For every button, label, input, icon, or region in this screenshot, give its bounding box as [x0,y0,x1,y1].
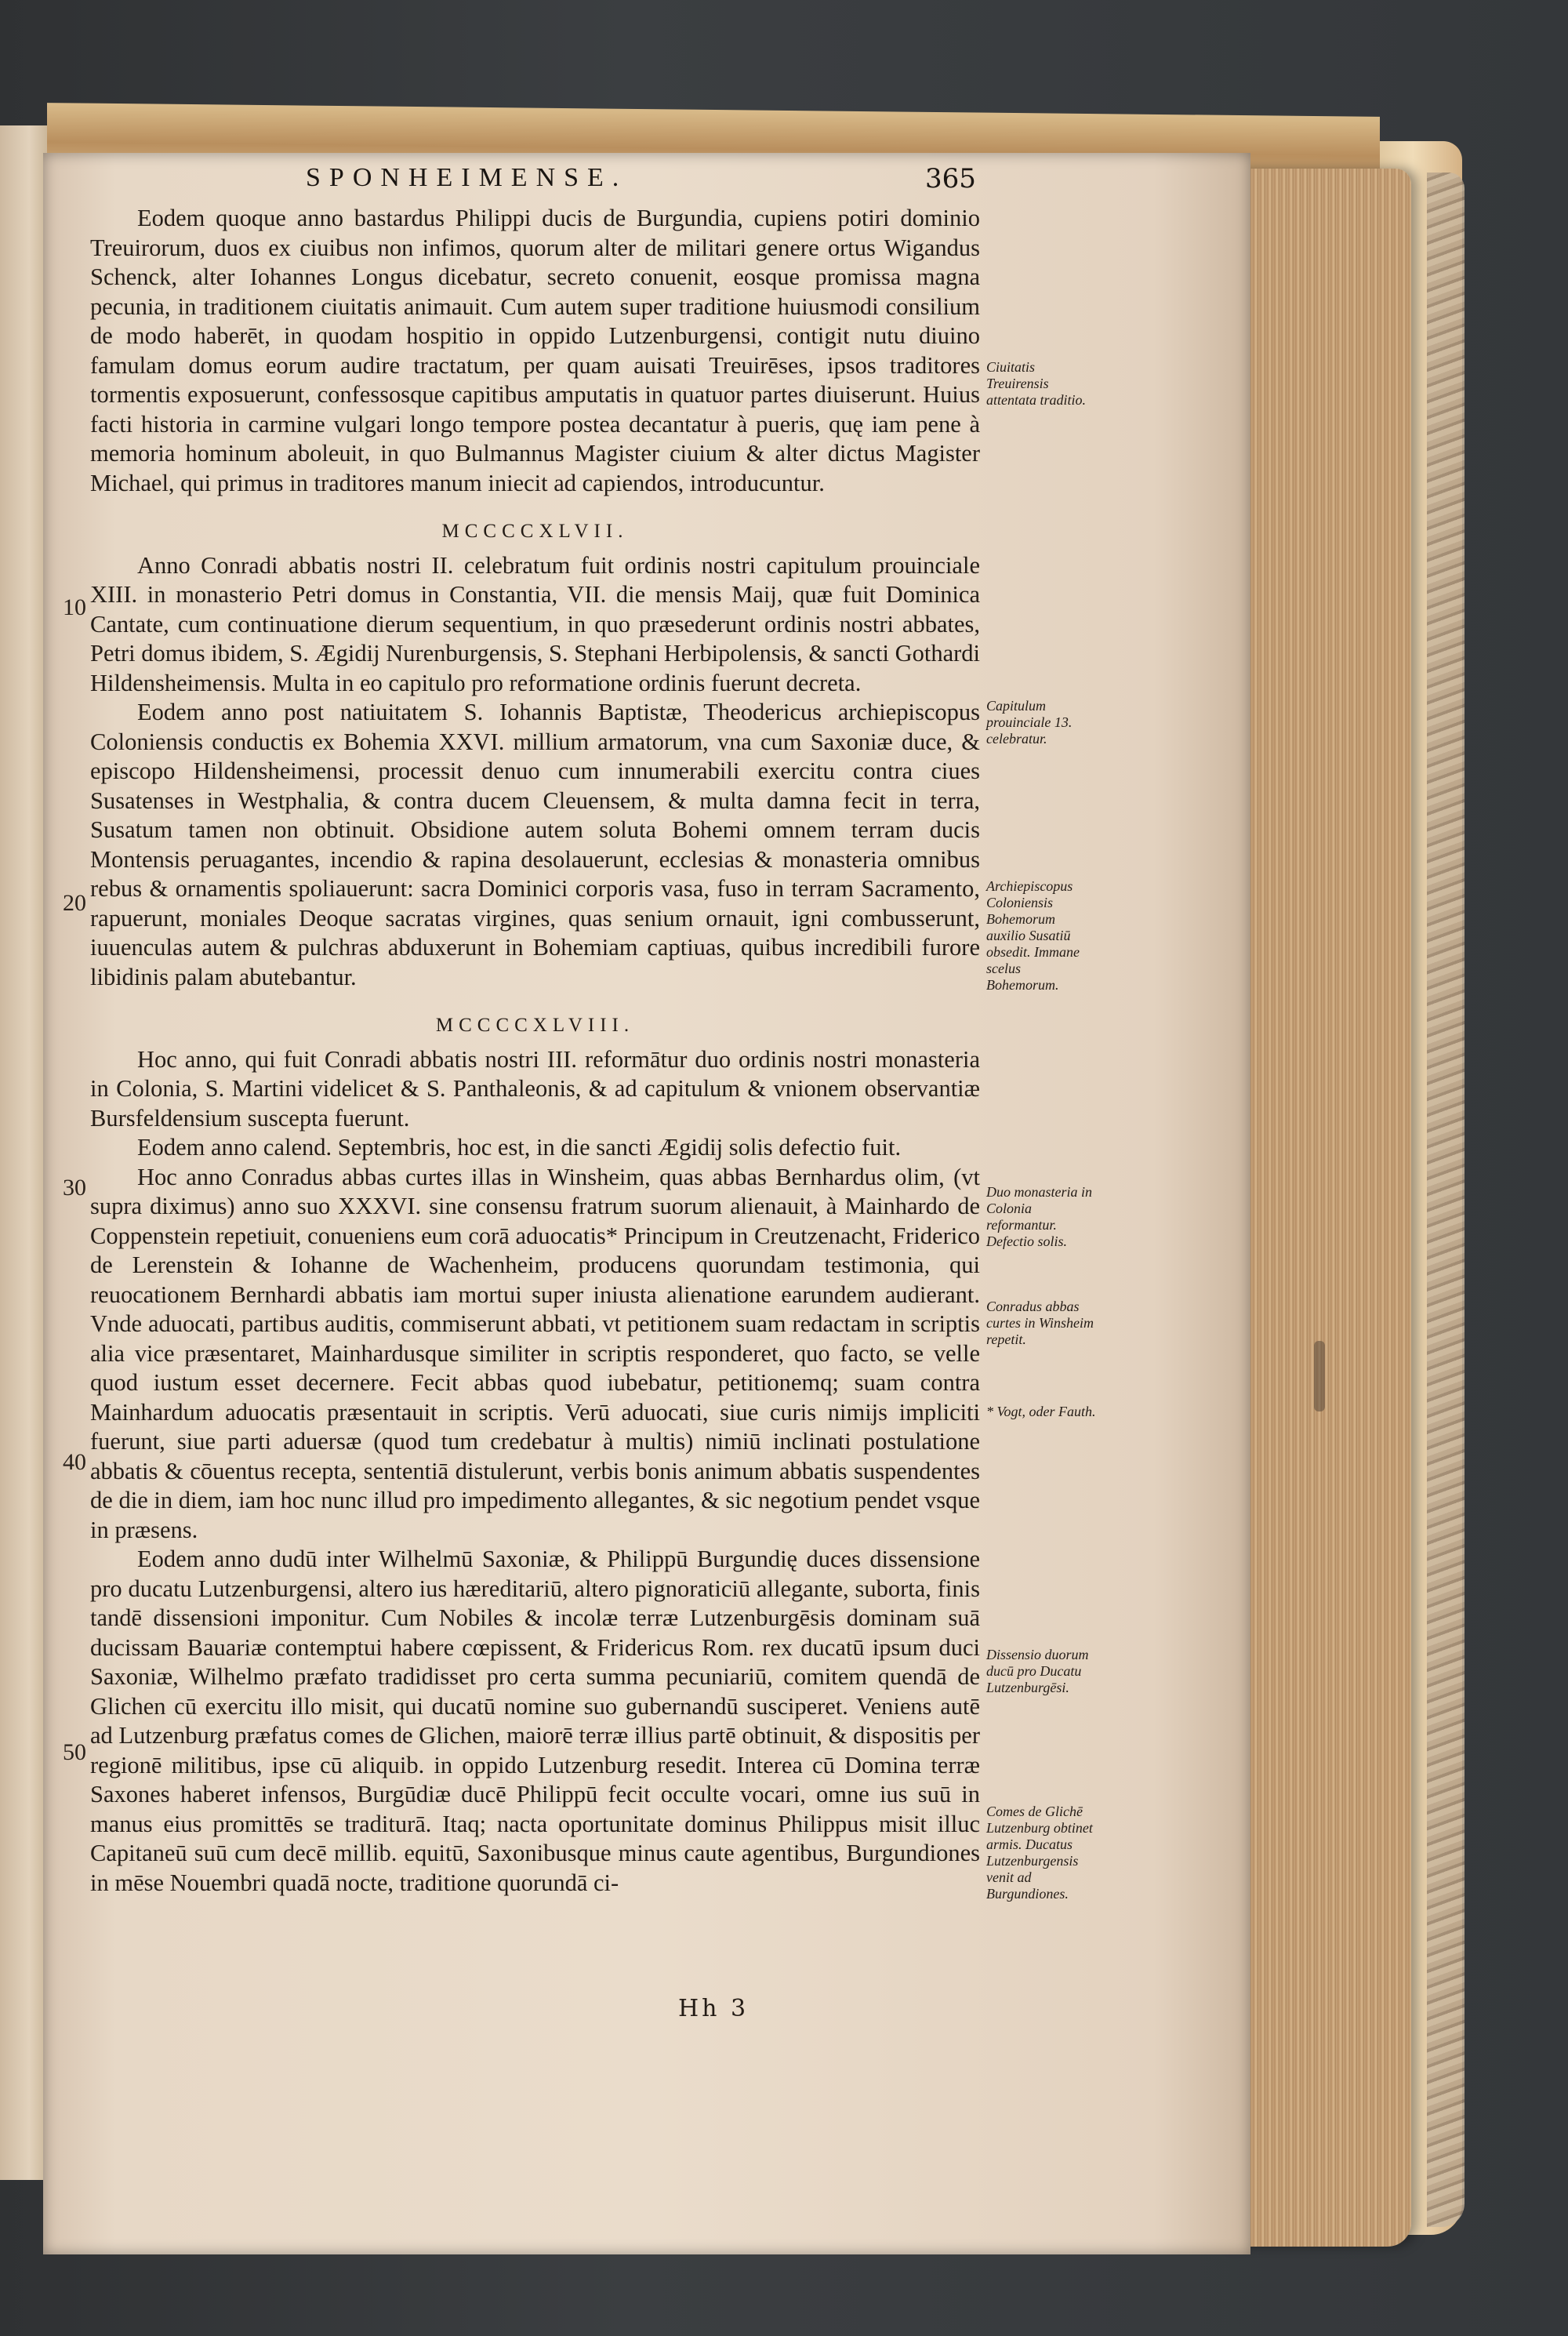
paragraph: Anno Conradi abbatis nostri II. celebratum fuit ordinis nostri capitulum prouinciale XIII. in monasterio Petri domus in Constantia, VII. die mensis Maij, quæ fuit Dominica Cantate, cum continuatione dierum sequentium, in quo præsederunt ordinis nostri abbates, Petri domus ibidem, S. Ægidij Nurenburgensis, S. Stephani Herbipolensis, & sancti Gothardi Hildensheimensis. Multa in eo capitulo pro reformatione ordinis fuerunt decreta. [90,551,980,696]
margin-note: Ciuitatis Treuirensis attentata traditio. [986,359,1087,408]
paragraph: Eodem anno post natiuitatem S. Iohannis Baptistæ, Theodericus archiepiscopus Coloniensis conductis ex Bohemia XXVI. millium armatorum, vna cum Saxoniæ duce, & episcopo Hildensheimensi, processit denuo cum innumerabili exercitu contra ciues Susatenses in Westphalia, & contra ducem Cleuensem, & multa damna fecit in terra, Susatum tamen non obtinuit. Obsidione autem soluta Bohemi omnem terram ducis Montensis peruagantes, incendio & rapina desolauerunt, ecclesias & monasteria omnibus rebus & ornamentis spoliauerunt: sacra Dominici corporis vasa, fuso in terram Sacramento, rapuerunt, moniales Deoque sacratas virgines, quas senium ornauit, igni combusserunt, iuuenculas autem & pulchras abduxerunt in Bohemiam captiuas, quibus incredibili furore libidinis palam abutebantur. [90,699,980,990]
signature-mark: Hh 3 [678,1995,750,2022]
page-number: 365 [925,163,976,194]
page-header [306,163,980,210]
year-heading: MCCCCXLVIII. [435,1015,635,1036]
line-number: 50 [63,1739,86,1765]
margin-note: Dissensio duorum ducū pro Ducatu Lutzenburgēsi. [986,1647,1089,1695]
paragraph: Hoc anno Conradus abbas curtes illas in Winsheim, quas abbas Bernhardus olim, (vt supra diximus) anno suo XXXVI. sine consensu fratrum suorum alienauit, à Mainhardo de Coppenstein repetiuit, conueniens eum corā aduocatis* Principum in Creutzenacht, Friderico de Lerenstein & Iohanne de Wachenheim, producens quorundam testimonia, qui reuocationem Bernhardi abbatis iam mortui super iniusta alienatione earundem audierant. Vnde aduocati, partibus auditis, commiserunt abbati, vt petitionem suam redactam in scriptis alia vice præsentaret, Mainhardusque similiter in scriptis responderet, quo facto, se velle quod iustum esset decernere. Fecit abbas quod iubebatur, petitionemq; suam contra Mainhardum aduocatis præsentauit in scriptis. Verū aduocati, siue curis nimijs impliciti fuerunt, siue parti aduersæ (quod tum credebatur à multis) nimiū inclinati postulatione abbatis & cōuentus recepta, sententiā distulerunt, verbis bonis animum abbatis suspendentes de die in diem, iam hoc nunc illud pro impedimento allegantes, & sic negotium pendet vsque in præsens. [90,1163,980,1543]
margin-note: * Vogt, oder Fauth. [986,1404,1096,1419]
margin-note: Comes de Glichē Lutzenburg obtinet armis. Ducatus Lutzenburgensis venit ad Burgundiones. [986,1804,1093,1902]
line-number: 10 [63,594,86,620]
margin-note: Archiepiscopus Coloniensis Bohemorum auxilio Susatiū obsedit. Immane scelus Bohemorum. [986,878,1080,993]
line-number: 30 [63,1175,86,1201]
book-fore-edge [1223,169,1411,2247]
marbled-board [1427,173,1465,2227]
margin-note: Conradus abbas curtes in Winsheim repetit. [986,1299,1094,1347]
edge-stain [1314,1341,1325,1411]
paragraph: Hoc anno, qui fuit Conradi abbatis nostri III. reformātur duo ordinis nostri monasteria in Colonia, S. Martini videlicet & S. Panthaleonis, & ad capitulum & vnionem observantiæ Bursfeldensium suscepta fuerunt. [90,1045,980,1132]
paragraph: Eodem anno calend. Septembris, hoc est, in die sancti Ægidij solis defectio fuit. [137,1134,902,1161]
margin-note: Capitulum prouinciale 13. celebratur. [986,698,1073,747]
main-text [90,204,980,1898]
paragraph: Eodem anno dudū inter Wilhelmū Saxoniæ, & Philippū Burgundię duces dissensione pro ducatu Lutzenburgensi, altero ius hæreditariū, altero pignoraticiū allegante, suborta, finis tandē dissensioni imponitur. Cum Nobiles & incolæ terræ Lutzenburgēsis dominam suā ducissam Bauariæ contemptui habere cœpissent, & Fridericus Rom. rex ducatū ipsum duci Saxoniæ, Wilhelmo præfato tradidisset pro certa summa pecuniariū, comitem quendā de Glichen cū exercitu illo misit, qui ducatū nomine suo gubernandū susciperet. Veniens autē ad Lutzenburg præfatus comes de Glichen, maiorē terræ illius partē obtinuit, & dispositis per regionē militibus, ipse cū aliquib. in oppido Lutzenburg resedit. Interea cū Domina terræ Saxones haberet infensos, Burgūdiæ ducē Philippū fecit occulte vocari, omne ius suū in manus eius promittēs se traditurā. Itaq; nacta oportunitate dominus Philippus misit illuc Capitaneū suū cum decē millib. equitū, Saxonibusque minus caute agentibus, Burgundiones in mēse Nouembri quadā nocte, traditione quorundā ci- [90,1546,980,1896]
running-head: SPONHEIMENSE. [306,163,628,192]
margin-note: Duo monasteria in Colonia reformantur. Defectio solis. [986,1184,1092,1249]
line-number: 40 [63,1449,86,1475]
line-number: 20 [63,890,86,916]
year-heading: MCCCCXLVII. [441,521,629,542]
paragraph: Eodem quoque anno bastardus Philippi ducis de Burgundia, cupiens potiri dominio Treuirorum, duos ex ciuibus non infimos, quorum alter de militari genere ortus Wigandus Schenck, alter Iohannes Longus dicebatur, secreto conuenit, eosque promissa magna pecunia, in traditionem ciuitatis animauit. Cum autem super traditione huiusmodi consilium de modo haberēt, in quodam hospitio in oppido Lutzenburgensi, contigit nutu diuino famulam domus eorum audire tractatum, per quam auisati Treuirēses, ipsos traditores tormentis exposuerunt, confessosque capitibus amputatis in quatuor partes diuiserunt. Huius facti historia in carmine vulgari longo tempore postea decantatur à pueris, quę iam pene à memoria hominum aboleuit, in quo Bulmannus Magister ciuium & alter dictus Magister Michael, qui primus in traditores manum iniecit ad capiendos, introducuntur. [90,205,980,496]
